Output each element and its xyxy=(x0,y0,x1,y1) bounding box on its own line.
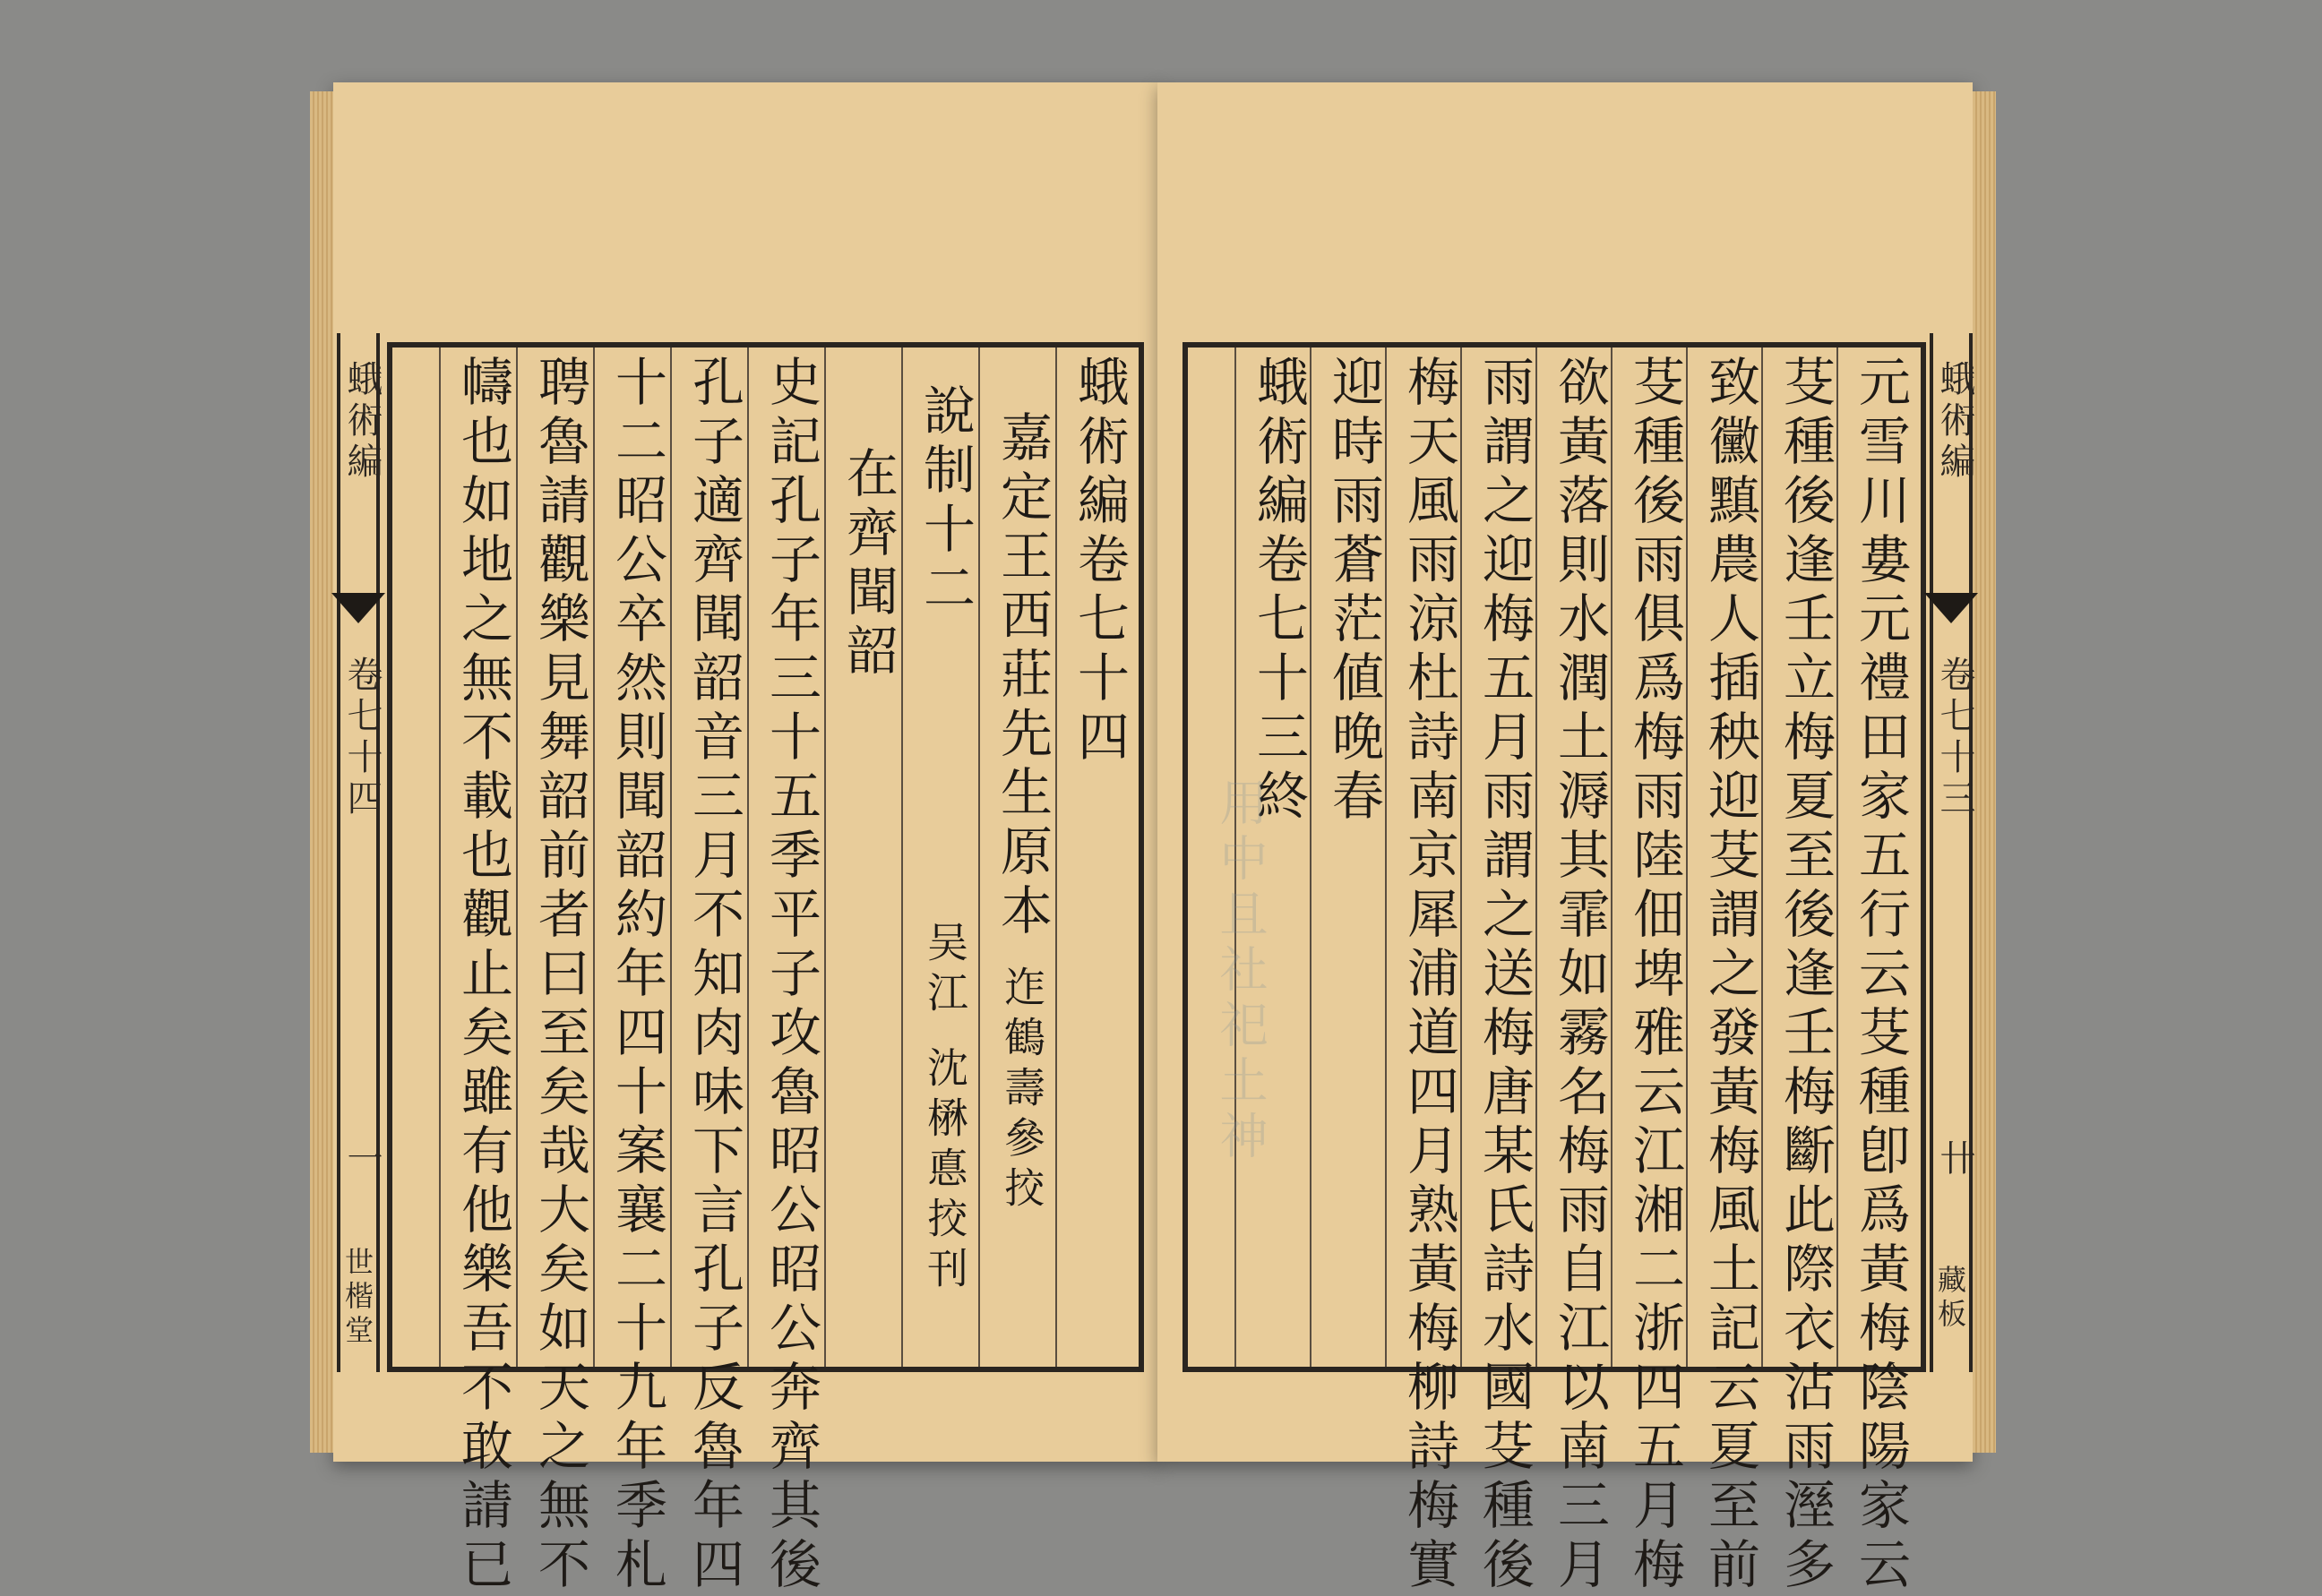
left-col-2: 嘉定王西莊先生原本 xyxy=(992,410,1053,942)
right-col-5: 欲黃落則水潤土溽其霏如霧名梅雨自江以南三月 xyxy=(1549,355,1610,1596)
left-text-frame xyxy=(387,342,1144,1596)
right-margin-page: 卄 xyxy=(1934,1139,1975,1180)
left-col-9: 幬也如地之無不載也觀止矣雖有他樂吾不敢請已 xyxy=(452,355,513,1596)
left-margin-volume: 卷七十四 xyxy=(341,656,383,820)
left-page xyxy=(333,82,1160,1596)
right-col-2: 芟種後逢壬立梅夏至後逢壬梅斷此際衣沾雨溼多 xyxy=(1775,355,1836,1596)
right-page xyxy=(1157,82,1975,1596)
right-text-frame xyxy=(1182,342,1926,1596)
editor-1: 迮鶴壽參挍 xyxy=(998,965,1046,1216)
left-col-8: 聘魯請觀樂見舞韶前者曰至矣哉大矣如天之無不 xyxy=(529,355,590,1596)
right-col-3: 致黴黰農人插秧迎芟謂之發黃梅風土記云夏至前 xyxy=(1699,355,1760,1596)
right-margin-title: 蛾術編 xyxy=(1934,360,1975,484)
right-publisher: 藏板 xyxy=(1933,1265,1967,1333)
editor-2: 沈楙悳挍刊 xyxy=(921,1046,969,1297)
left-margin-page: 一 xyxy=(341,1139,383,1180)
editor-place: 吴江 xyxy=(921,921,969,1021)
fish-tail-mark-right xyxy=(1924,593,1978,623)
left-page-edge xyxy=(310,91,333,1453)
right-col-9: 蛾術編卷七十三終 xyxy=(1248,355,1309,828)
left-margin-title: 蛾術編 xyxy=(341,360,383,484)
right-col-6: 雨謂之迎梅五月雨謂之送梅唐某氏詩水國芟種後 xyxy=(1474,355,1535,1596)
right-col-4: 芟種後雨俱爲梅雨陸佃埤雅云江湘二浙四五月梅 xyxy=(1624,355,1685,1596)
right-col-1: 元雪川婁元禮田家五行云芟種卽爲黃梅陰陽家云 xyxy=(1850,355,1911,1596)
left-col-7: 十二昭公卒然則聞韶約年四十案襄二十九年季札 xyxy=(606,355,667,1596)
left-col-3: 說制十二 xyxy=(915,383,976,620)
right-col-7: 梅天風雨涼杜詩南京犀浦道四月熟黃梅柳詩梅實 xyxy=(1398,355,1459,1596)
fish-tail-mark xyxy=(331,593,385,623)
left-col-4: 在齊聞韶 xyxy=(838,446,899,682)
bleed-through-text: 用中且社祀土神 xyxy=(1212,777,1268,1166)
right-col-8: 迎時雨蒼茫値晚春 xyxy=(1323,355,1384,828)
left-publisher: 世楷堂 xyxy=(340,1247,374,1349)
right-margin-volume: 卷七十三 xyxy=(1934,656,1975,820)
open-book xyxy=(333,82,1975,1596)
left-col-5: 史記孔子年三十五季平子攻魯昭公昭公奔齊其後 xyxy=(761,355,821,1596)
left-col-1: 蛾術編卷七十四 xyxy=(1069,355,1130,768)
left-margin-strip xyxy=(337,333,383,1372)
right-margin-strip xyxy=(1930,333,1973,1372)
left-col-6: 孔子適齊聞韶音三月不知肉味下言孔子反魯年四 xyxy=(684,355,744,1596)
